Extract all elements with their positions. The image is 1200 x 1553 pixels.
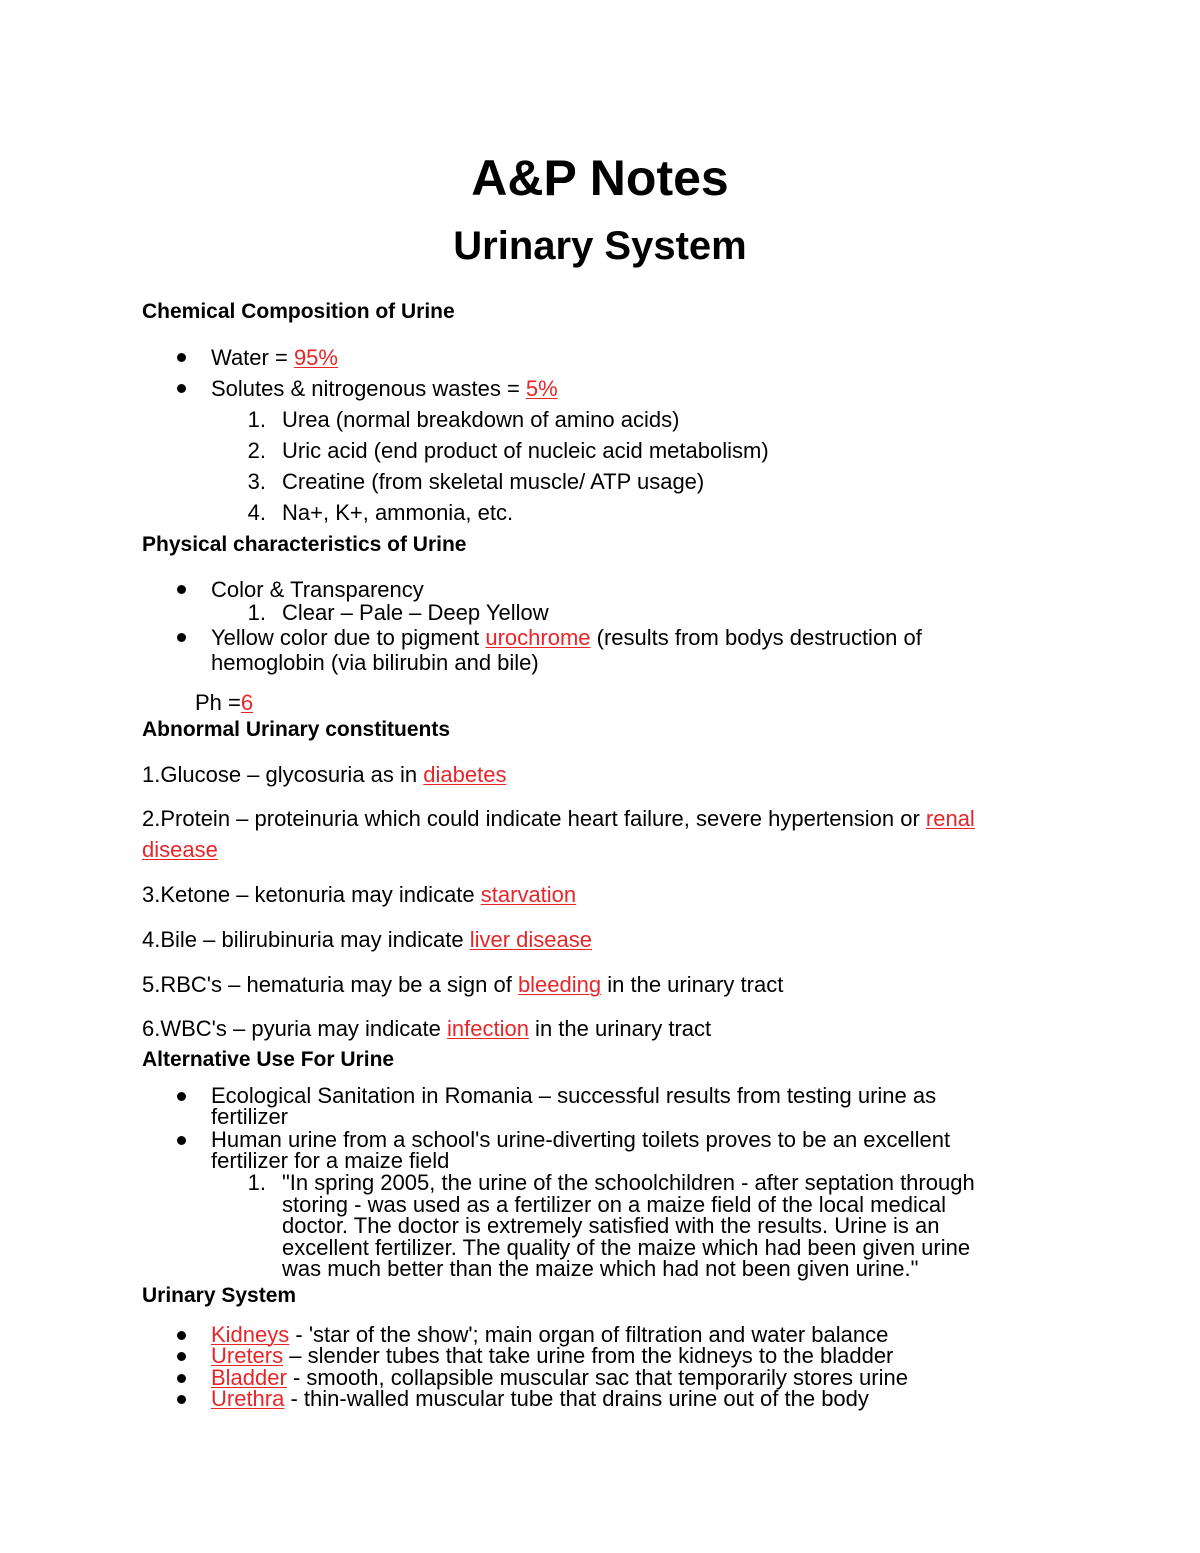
highlight-liver-disease: liver disease: [469, 927, 593, 952]
highlight-urethra: Urethra: [211, 1386, 285, 1411]
highlight-kidneys: Kidneys: [211, 1322, 290, 1347]
bullet-icon: [177, 1331, 186, 1340]
abnormal-item-protein-line2: [142, 838, 218, 862]
highlight-solutes: 5%: [525, 376, 558, 401]
system-item-kidneys: Kidneys - 'star of the show'; main organ of filtration and water balance: [211, 1322, 889, 1347]
section-heading-alternative: Alternative Use For Urine: [142, 1048, 395, 1071]
list-number: 1.: [247, 600, 266, 625]
highlight-disease: disease: [142, 837, 218, 862]
bullet-icon: [177, 384, 186, 393]
alt-item-school: Human urine from a school's urine-diverting toilets proves to be an excellent: [211, 1127, 951, 1152]
section-heading-system: Urinary System: [142, 1284, 297, 1307]
quote-line: was much better than the maize which had not been given urine.": [282, 1256, 919, 1281]
list-item-ions: Na+, K+, ammonia, etc.: [282, 500, 514, 525]
ph-line: Ph =6: [195, 690, 254, 715]
abnormal-item-rbc: 5.RBC's – hematuria may be a sign of bleeding in the urinary tract: [142, 972, 784, 997]
highlight-bleeding: bleeding: [517, 972, 602, 997]
list-number: 2.: [247, 438, 266, 463]
abnormal-item-bile: 4.Bile – bilirubinuria may indicate liver disease: [142, 927, 593, 952]
highlight-urochrome: urochrome: [485, 625, 591, 650]
bullet-icon: [177, 1352, 186, 1361]
alt-item-romania: Ecological Sanitation in Romania – successful results from testing urine as: [211, 1083, 937, 1108]
list-number: 4.: [247, 500, 266, 525]
quote-line: "In spring 2005, the urine of the schoolchildren - after septation through: [282, 1170, 975, 1195]
page-title: A&P Notes: [471, 150, 729, 206]
highlight-infection: infection: [446, 1016, 529, 1041]
system-item-bladder: Bladder - smooth, collapsible muscular sac that temporarily stores urine: [211, 1365, 908, 1390]
section-heading-chemical: Chemical Composition of Urine: [142, 300, 455, 323]
list-item-pigment: Yellow color due to pigment urochrome (results from bodys destruction of: [211, 625, 922, 650]
list-number: 3.: [247, 469, 266, 494]
list-item-uric-acid: Uric acid (end product of nucleic acid metabolism): [282, 438, 769, 463]
list-number: 1.: [247, 1170, 266, 1195]
abnormal-item-wbc: 6.WBC's – pyuria may indicate infection in the urinary tract: [142, 1016, 712, 1041]
bullet-icon: [177, 353, 186, 362]
list-item-pigment-line2: hemoglobin (via bilirubin and bile): [211, 650, 539, 675]
highlight-bladder: Bladder: [211, 1365, 287, 1390]
quote-line: excellent fertilizer. The quality of the maize which had been given urine: [282, 1235, 971, 1260]
bullet-icon: [177, 1092, 186, 1101]
bullet-icon: [177, 1395, 186, 1404]
list-number: 1.: [247, 407, 266, 432]
list-item-urea: Urea (normal breakdown of amino acids): [282, 407, 680, 432]
highlight-water: 95%: [293, 345, 338, 370]
alt-item-romania-line2: fertilizer: [211, 1104, 289, 1129]
quote-line: doctor. The doctor is extremely satisfied with the results. Urine is an: [282, 1213, 940, 1238]
alt-item-school-line2: fertilizer for a maize field: [211, 1148, 450, 1173]
list-item-color-range: Clear – Pale – Deep Yellow: [282, 600, 549, 625]
abnormal-item-ketone: 3.Ketone – ketonuria may indicate starvation: [142, 882, 577, 907]
bullet-icon: [177, 585, 186, 594]
highlight-diabetes: diabetes: [423, 762, 507, 787]
section-heading-abnormal: Abnormal Urinary constituents: [142, 718, 451, 741]
list-item-solutes: Solutes & nitrogenous wastes = 5%: [211, 376, 558, 401]
list-item-water: Water = 95%: [211, 345, 338, 370]
bullet-icon: [177, 1136, 186, 1145]
abnormal-item-glucose: 1.Glucose – glycosuria as in diabetes: [142, 762, 507, 787]
list-item-color: Color & Transparency: [211, 577, 424, 602]
list-item-creatine: Creatine (from skeletal muscle/ ATP usage): [282, 469, 705, 494]
bullet-icon: [177, 633, 186, 642]
highlight-ureters: Ureters: [211, 1343, 284, 1368]
highlight-renal: renal: [925, 806, 975, 831]
system-item-ureters: Ureters – slender tubes that take urine from the kidneys to the bladder: [211, 1343, 894, 1368]
bullet-icon: [177, 1374, 186, 1383]
system-item-urethra: Urethra - thin-walled muscular tube that drains urine out of the body: [211, 1386, 869, 1411]
highlight-ph: 6: [240, 690, 254, 715]
highlight-starvation: starvation: [480, 882, 577, 907]
page-subtitle: Urinary System: [453, 224, 747, 268]
quote-line: storing - was used as a fertilizer on a maize field of the local medical: [282, 1192, 946, 1217]
abnormal-item-protein: 2.Protein – proteinuria which could indicate heart failure, severe hypertension or renal: [142, 806, 975, 831]
section-heading-physical: Physical characteristics of Urine: [142, 533, 467, 556]
